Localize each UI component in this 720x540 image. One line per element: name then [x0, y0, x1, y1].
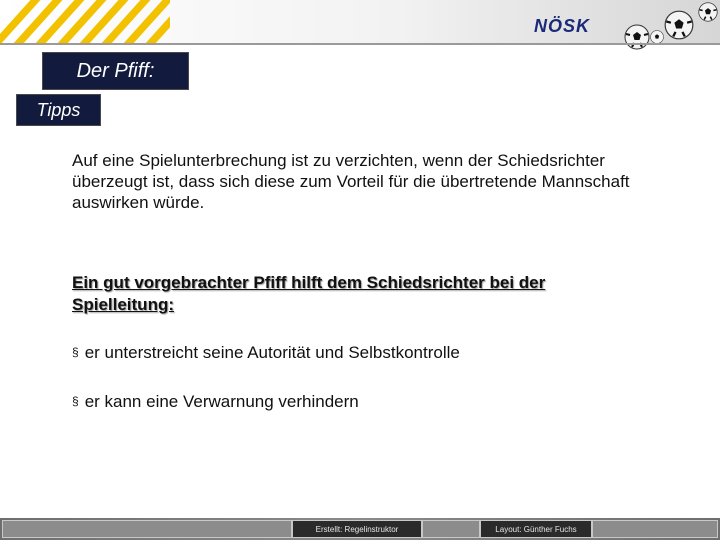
footer-panel [2, 520, 292, 538]
bullet-marker: § [72, 394, 79, 408]
footer-panel [422, 520, 480, 538]
bullet-item [72, 342, 460, 363]
bullet-text: er kann eine Verwarnung verhindern [84, 392, 359, 411]
bullet-text: er unterstreicht seine Autorität und Selbstkontrolle [84, 343, 460, 362]
header-stripes [0, 0, 170, 44]
slide-subtitle-box [16, 94, 101, 126]
bullet-item [72, 391, 359, 412]
slide-subtitle: Tipps [36, 99, 81, 120]
slide-title: Der Pfiff: [76, 59, 155, 82]
brand-logo-text: NÖSK [533, 16, 590, 36]
footer-layout-text: Layout: Günther Fuchs [495, 524, 577, 534]
body-paragraph: Auf eine Spielunterbrechung ist zu verzichten, wenn der Schiedsrichter überzeugt ist, dass sich diese zum Vorteil für die übertretende Mannschaft auswirken würde. [72, 151, 630, 212]
header-band [0, 0, 720, 44]
footer-layout-cell [480, 520, 592, 538]
soccer-ball-icon [624, 24, 650, 50]
slide-title-box [42, 52, 189, 90]
emphasis-heading: Ein gut vorgebrachter Pfiff hilft dem Schiedsrichter bei der Spielleitung: [72, 273, 546, 314]
header-divider [0, 43, 720, 45]
footer-created-cell [292, 520, 422, 538]
bullet-marker: § [72, 345, 79, 359]
soccer-ball-icon [698, 2, 718, 22]
soccer-ball-icon [650, 30, 664, 44]
soccer-ball-icon [664, 10, 694, 40]
footer-created-text: Erstellt: Regelinstruktor [315, 524, 399, 534]
footer-panel [592, 520, 718, 538]
